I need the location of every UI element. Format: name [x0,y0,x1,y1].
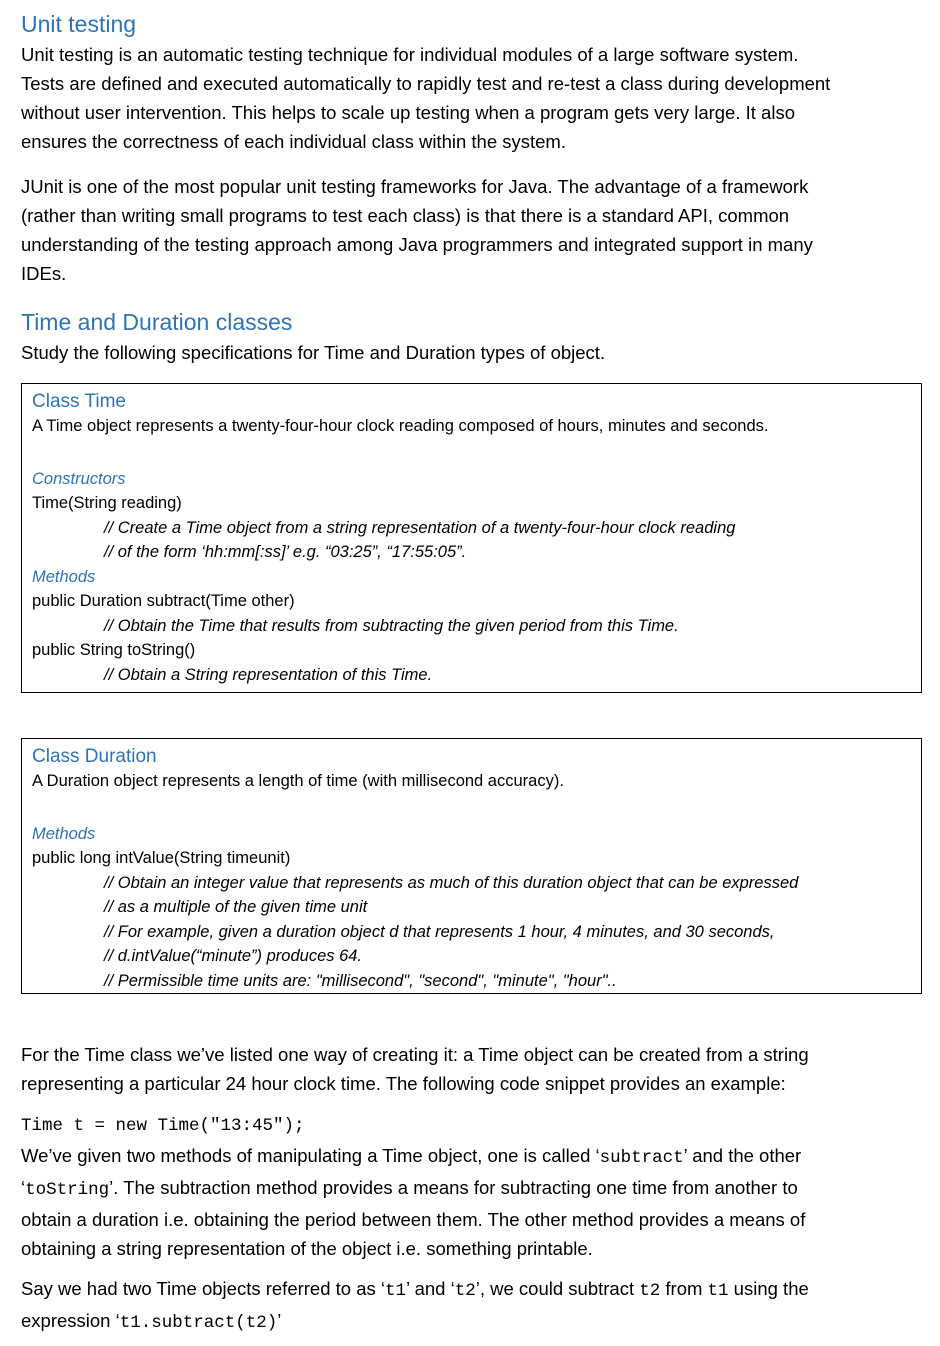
intvalue-comment: // d.intValue(“minute”) produces 64. [104,947,363,965]
subtract-comment: // Obtain the Time that results from subtracting the given period from this Time. [104,616,679,635]
code-snippet: Time t = new Time("13:45"); [21,1116,305,1136]
inline-code: t1 [707,1281,729,1301]
inline-code: toString [25,1180,110,1200]
inline-code: subtract [599,1148,684,1168]
intvalue-comment: // as a multiple of the given time unit [104,898,368,916]
unit-testing-paragraph [21,40,921,156]
tostring-signature: public String toString() [32,641,196,659]
time-creation-paragraph [21,1040,921,1098]
paragraph-line: Say we had two Time objects referred to as ‘t1’ and ‘t2’, we could subtract t2 from t1 using the [21,1278,809,1301]
inline-code: t2 [454,1281,476,1301]
inline-code: t1.subtract(t2) [119,1313,278,1333]
paragraph-line: JUnit is one of the most popular unit testing frameworks for Java. The advantage of a framework [21,176,809,197]
paragraph-line: understanding of the testing approach among Java programmers and integrated support in many [21,234,813,255]
paragraph-line: (rather than writing small programs to test each class) is that there is a standard API, common [21,205,790,226]
intvalue-comment: // Obtain an integer value that represents as much of this duration object that can be expressed [104,873,799,892]
paragraph-line: expression ‘t1.subtract(t2)’ [21,1310,282,1333]
paragraph-line: Tests are defined and executed automatically to rapidly test and re-test a class during development [21,73,831,94]
class-duration-description: A Duration object represents a length of time (with millisecond accuracy). [32,772,564,790]
constructor-comment: // of the form ‘hh:mm[:ss]’ e.g. “03:25”, “17:55:05”. [104,543,467,561]
paragraph-line: IDEs. [21,263,67,284]
paragraph-line: For the Time class we’ve listed one way of creating it: a Time object can be created from a string [21,1044,809,1065]
paragraph-line: We’ve given two methods of manipulating a Time object, one is called ‘subtract’ and the other [21,1145,802,1168]
paragraph-line: without user intervention. This helps to scale up testing when a program gets very large. It also [21,102,795,123]
subtract-example-paragraph [21,1274,921,1338]
time-duration-heading: Time and Duration classes [21,309,293,335]
class-duration-box [21,738,922,994]
paragraph-line: obtaining a string representation of the object i.e. something printable. [21,1238,593,1259]
constructor-comment: // Create a Time object from a string representation of a twenty-four-hour clock reading [104,518,736,537]
subtract-signature: public Duration subtract(Time other) [32,592,295,610]
tostring-comment: // Obtain a String representation of this Time. [104,665,433,684]
paragraph-line: ensures the correctness of each individual class within the system. [21,131,566,152]
paragraph-line: representing a particular 24 hour clock time. The following code snippet provides an example: [21,1073,786,1094]
inline-code: t2 [639,1281,661,1301]
methods-paragraph [21,1141,921,1263]
methods-label: Methods [32,824,96,843]
class-time-box [21,383,922,693]
constructor-signature: Time(String reading) [32,494,182,512]
class-duration-title: Class Duration [32,746,157,767]
intvalue-comment: // Permissible time units are: "millisecond", "second", "minute", "hour".. [104,971,617,990]
unit-testing-heading: Unit testing [21,11,137,37]
class-time-title: Class Time [32,391,126,412]
study-intro: Study the following specifications for Time and Duration types of object. [21,342,606,363]
class-time-description: A Time object represents a twenty-four-hour clock reading composed of hours, minutes and seconds. [32,417,769,435]
paragraph-line: Unit testing is an automatic testing technique for individual modules of a large software system. [21,44,799,65]
intvalue-comment: // For example, given a duration object d that represents 1 hour, 4 minutes, and 30 seconds, [104,922,775,941]
paragraph-line: obtain a duration i.e. obtaining the period between them. The other method provides a means of [21,1209,806,1230]
inline-code: t1 [385,1281,407,1301]
paragraph-line: ‘toString’. The subtraction method provides a means for subtracting one time from another to [21,1177,798,1200]
methods-label: Methods [32,567,96,586]
constructors-label: Constructors [32,469,126,488]
intvalue-signature: public long intValue(String timeunit) [32,849,291,867]
junit-paragraph [21,172,921,288]
